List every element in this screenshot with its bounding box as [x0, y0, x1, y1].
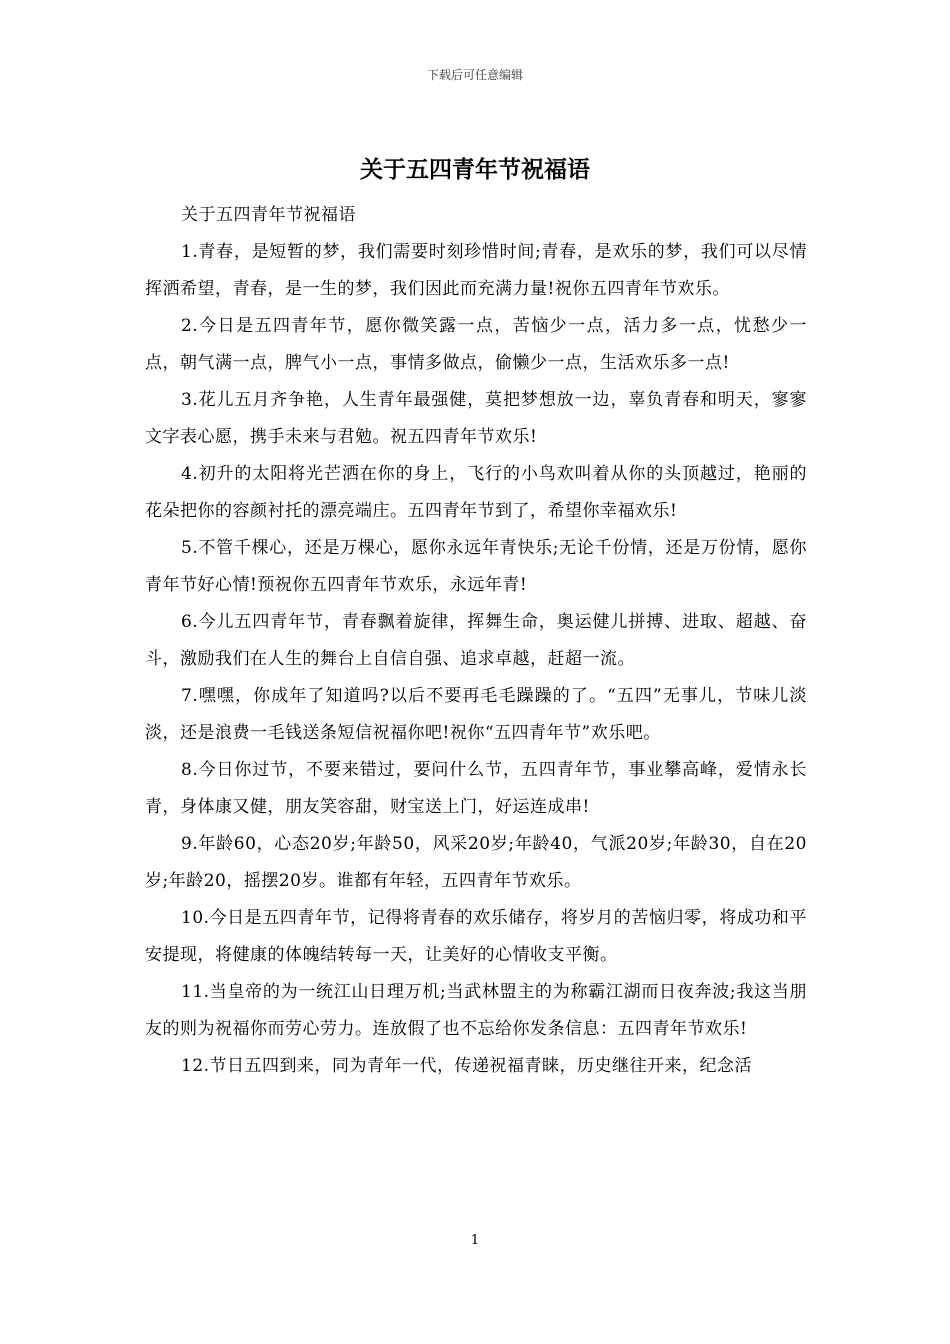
- paragraph-1: 1.青春，是短暂的梦，我们需要时刻珍惜时间;青春，是欢乐的梦，我们可以尽情挥洒希望，青春，是一生的梦，我们因此而充满力量!祝你五四青年节欢乐。: [145, 242, 807, 299]
- paragraph-12: 12.节日五四到来，同为青年一代，传递祝福青睐，历史继往开来，纪念活: [181, 1056, 753, 1076]
- paragraph-10: 10.今日是五四青年节，记得将青春的欢乐储存，将岁月的苦恼归零，将成功和平安提现，将健康的体魄结转每一天，让美好的心情收支平衡。: [145, 908, 807, 965]
- header-note: 下载后可任意编辑: [426, 68, 523, 82]
- paragraph-7: 7.嘿嘿，你成年了知道吗?以后不要再毛毛躁躁的了。“五四”无事儿，节味儿淡淡，还是浪费一毛钱送条短信祝福你吧!祝你“五四青年节”欢乐吧。: [145, 686, 807, 743]
- document-body: [145, 197, 807, 1085]
- paragraph-11: 11.当皇帝的为一统江山日理万机;当武林盟主的为称霸江湖而日夜奔波;我这当朋友的则为祝福你而劳心劳力。连放假了也不忘给你发条信息：五四青年节欢乐!: [145, 982, 807, 1039]
- paragraph-3: 3.花儿五月齐争艳，人生青年最强健，莫把梦想放一边，辜负青春和明天，寥寥文字表心愿，携手未来与君勉。祝五四青年节欢乐!: [145, 390, 807, 447]
- paragraph-2: 2.今日是五四青年节，愿你微笑露一点，苦恼少一点，活力多一点，忧愁少一点，朝气满一点，脾气小一点，事情多做点，偷懒少一点，生活欢乐多一点!: [145, 316, 807, 373]
- paragraph-8: 8.今日你过节，不要来错过，要问什么节，五四青年节，事业攀高峰，爱情永长青，身体康又健，朋友笑容甜，财宝送上门，好运连成串!: [145, 760, 807, 817]
- paragraph-5: 5.不管千棵心，还是万棵心，愿你永远年青快乐;无论千份情，还是万份情，愿你青年节好心情!预祝你五四青年节欢乐，永远年青!: [145, 538, 807, 595]
- paragraph-9: 9.年龄60，心态20岁;年龄50，风采20岁;年龄40，气派20岁;年龄30，自在20岁;年龄20，摇摆20岁。谁都有年轻，五四青年节欢乐。: [145, 834, 807, 891]
- paragraph-6: 6.今儿五四青年节，青春飘着旋律，挥舞生命，奥运健儿拼搏、进取、超越、奋斗，激励我们在人生的舞台上自信自强、追求卓越，赶超一流。: [145, 612, 807, 669]
- paragraph-4: 4.初升的太阳将光芒洒在你的身上，飞行的小鸟欢叫着从你的头顶越过，艳丽的花朵把你的容颜衬托的漂亮端庄。五四青年节到了，希望你幸福欢乐!: [145, 464, 807, 521]
- document-subtitle: 关于五四青年节祝福语: [181, 205, 356, 225]
- document-title: 关于五四青年节祝福语: [360, 156, 590, 183]
- page-number: 1: [470, 1233, 480, 1248]
